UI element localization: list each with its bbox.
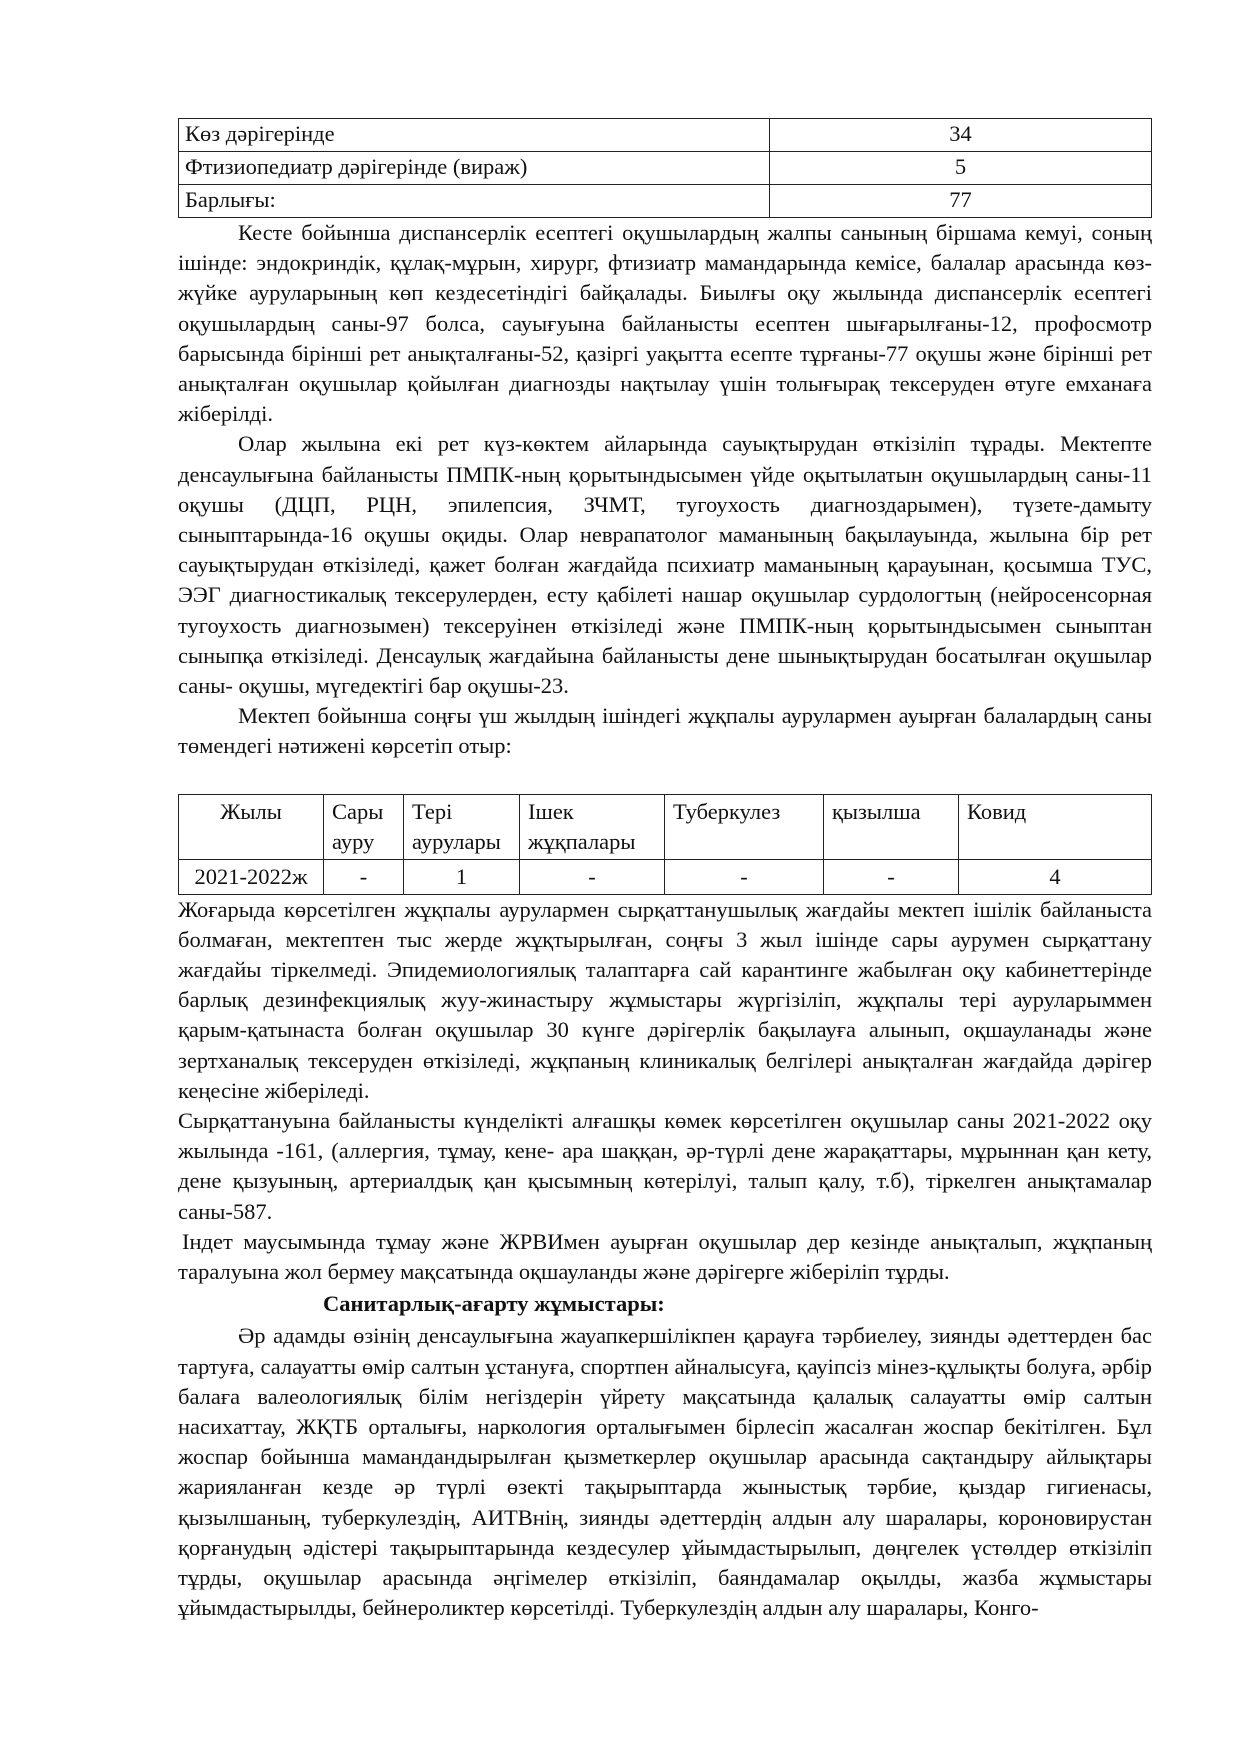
table-header-cell: Ішек жұқпалары (520, 794, 665, 859)
section-heading: Санитарлық-ағарту жұмыстары: (323, 1291, 665, 1317)
table-header-cell: Туберкулез (665, 794, 824, 859)
paragraph: Олар жылына екі рет күз-көктем айларында сауықтырудан өткізіліп тұрады. Мектепте денсаулығына байланысты ПМПК-ның қорытындысымен үйде оқытылатын оқушылардың саны-11 оқушы (ДЦП, РЦН, эпилепсия, ЗЧМТ, тугоухость диагноздарымен), түзете-дамыту сыныптарында-16 оқушы оқиды. Олар неврапатолог маманының бақылауында, жылына бір рет сауықтырудан өткізіледі, қажет болған жағдайда психиатр маманының қарауынан, қосымша ТУС, ЭЭГ диагностикалық тексерулерден, есту қабілеті нашар оқушылар сурдологтың (нейросенсорная тугоухость диагнозымен) тексеруінен өткізіледі және ПМПК-ның қорытындысымен сыныптан сыныпқа өткізіледі. Денсаулық жағдайына байланысты дене шынықтырудан босатылған оқушылар саны- оқушы, мүгедектігі бар оқушы-23. (178, 431, 1152, 699)
table-row (179, 859, 1152, 894)
paragraph: Мектеп бойынша соңғы үш жылдың ішіндегі жұқпалы аурулармен ауырған балалардың саны төмендегі нәтижені көрсетіп отыр: (178, 703, 1152, 759)
table-row (179, 185, 1152, 218)
table-header-cell: Жылы (179, 794, 324, 859)
table-header-row (179, 794, 1152, 859)
table-header-cell: Тері аурулары (404, 794, 520, 859)
table-cell: 34 (770, 119, 1152, 152)
table-header-cell: Сары ауру (324, 794, 404, 859)
table-cell: - (824, 859, 959, 894)
table-cell: Көз дәрігерінде (179, 119, 770, 152)
paragraph: Әр адамды өзінің денсаулығына жауапкершілікпен қарауға тәрбиелеу, зиянды әдеттерден бас тартуға, салауатты өмір салтын ұстануға, спортпен айналысуға, қауіпсіз мінез-құлықты болуға, әрбір балаға валеологиялық білім негіздерін үйрету мақсатында қалалық салауатты өмір салтын насихаттау, ЖҚТБ орталығы, наркология орталығымен бірлесіп жасалған жоспар бекітілген. Бұл жоспар бойынша мамандандырылған қызметкерлер оқушылар арасында сақтандыру айлықтары жарияланған кезде әр түрлі өзекті тақырыптарда жыныстық тәрбие, қыздар гигиенасы, қызылшаның, туберкулездің, АИТВнің, зиянды әдеттердің алдын алу шаралары, короновирустан қорғанудың әдістері тақырыптарында кездесулер ұйымдастырылып, дөңгелек үстөлдер өткізіліп тұрды, оқушылар арасында әңгімелер өткізіліп, баяндамалар оқылды, жазба жұмыстары ұйымдастырылды, бейнероликтер көрсетілді. Туберкулездің алдын алу шаралары, Конго- (178, 1323, 1152, 1621)
infections-table (178, 794, 1152, 895)
table-row (179, 119, 1152, 152)
table-cell: - (520, 859, 665, 894)
table-cell: 2021-2022ж (179, 859, 324, 894)
table-header-cell: Ковид (959, 794, 1152, 859)
table-header-cell: қызылша (824, 794, 959, 859)
table-cell: 77 (770, 185, 1152, 218)
table-cell: - (324, 859, 404, 894)
table-row (179, 152, 1152, 185)
specialists-table (178, 118, 1152, 218)
paragraph: Жоғарыда көрсетілген жұқпалы аурулармен сырқаттанушылық жағдайы мектеп ішілік байланыста болмаған, мектептен тыс жерде жұқтырылған, соңғы 3 жыл ішінде сары аурумен сырқаттану жағдайы тіркелмеді. Эпидемиологиялық талаптарға сай карантинге жабылған оқу кабинеттерінде барлық дезинфекциялық жуу-жинастыру жұмыстары жүргізіліп, жұқпалы тері ауруларыммен қарым-қатынаста болған оқушылар 30 күнге дәрігерлік бақылауға алынып, оқшауланады және зертханалық тексеруден өткізіледі, жұқпаның клиникалық белгілері анықталған жағдайда дәрігер кеңесіне жіберіледі. (178, 896, 1152, 1103)
table-cell: - (665, 859, 824, 894)
table-cell: Фтизиопедиатр дәрігерінде (вираж) (179, 152, 770, 185)
table-cell: 4 (959, 859, 1152, 894)
paragraph: Кесте бойынша диспансерлік есептегі оқушылардың жалпы санының біршама кемуі, соның ішінде: эндокриндік, құлақ-мұрын, хирург, фтизиатр мамандарында кемісе, балалар арасында көз-жүйке ауруларының көп кездесетіндігі байқалады. Биылғы оқу жылында диспансерлік есептегі оқушылардың саны-97 болса, сауығуына байланысты есептен шығарылғаны-12, профосмотр барысында бірінші рет анықталғаны-52, қазіргі уақытта есепте тұрғаны-77 оқушы және бірінші рет анықталған оқушылар қойылған диагнозды нақтылау үшін толығырақ тексеруден өтуге емханаға жіберілді. (178, 220, 1152, 427)
table-cell: Барлығы: (179, 185, 770, 218)
table-cell: 1 (404, 859, 520, 894)
paragraph: Сырқаттануына байланысты күнделікті алғашқы көмек көрсетілген оқушылар саны 2021-2022 оқу жылында -161, (аллергия, тұмау, кене- ара шаққан, әр-түрлі дене жарақаттары, мұрыннан қан кету, дене қызуының, артериалдық қан қысымның көтерілуі, талып қалу, т.б), тіркелген анықтамалар саны-587. (178, 1108, 1152, 1224)
document-page (178, 118, 1152, 1623)
paragraph: Індет маусымында тұмау және ЖРВИмен ауырған оқушылар дер кезінде анықталып, жұқпаның таралуына жол бермеу мақсатында оқшауланды және дәрігерге жіберіліп тұрды. (178, 1228, 1152, 1285)
table-cell: 5 (770, 152, 1152, 185)
